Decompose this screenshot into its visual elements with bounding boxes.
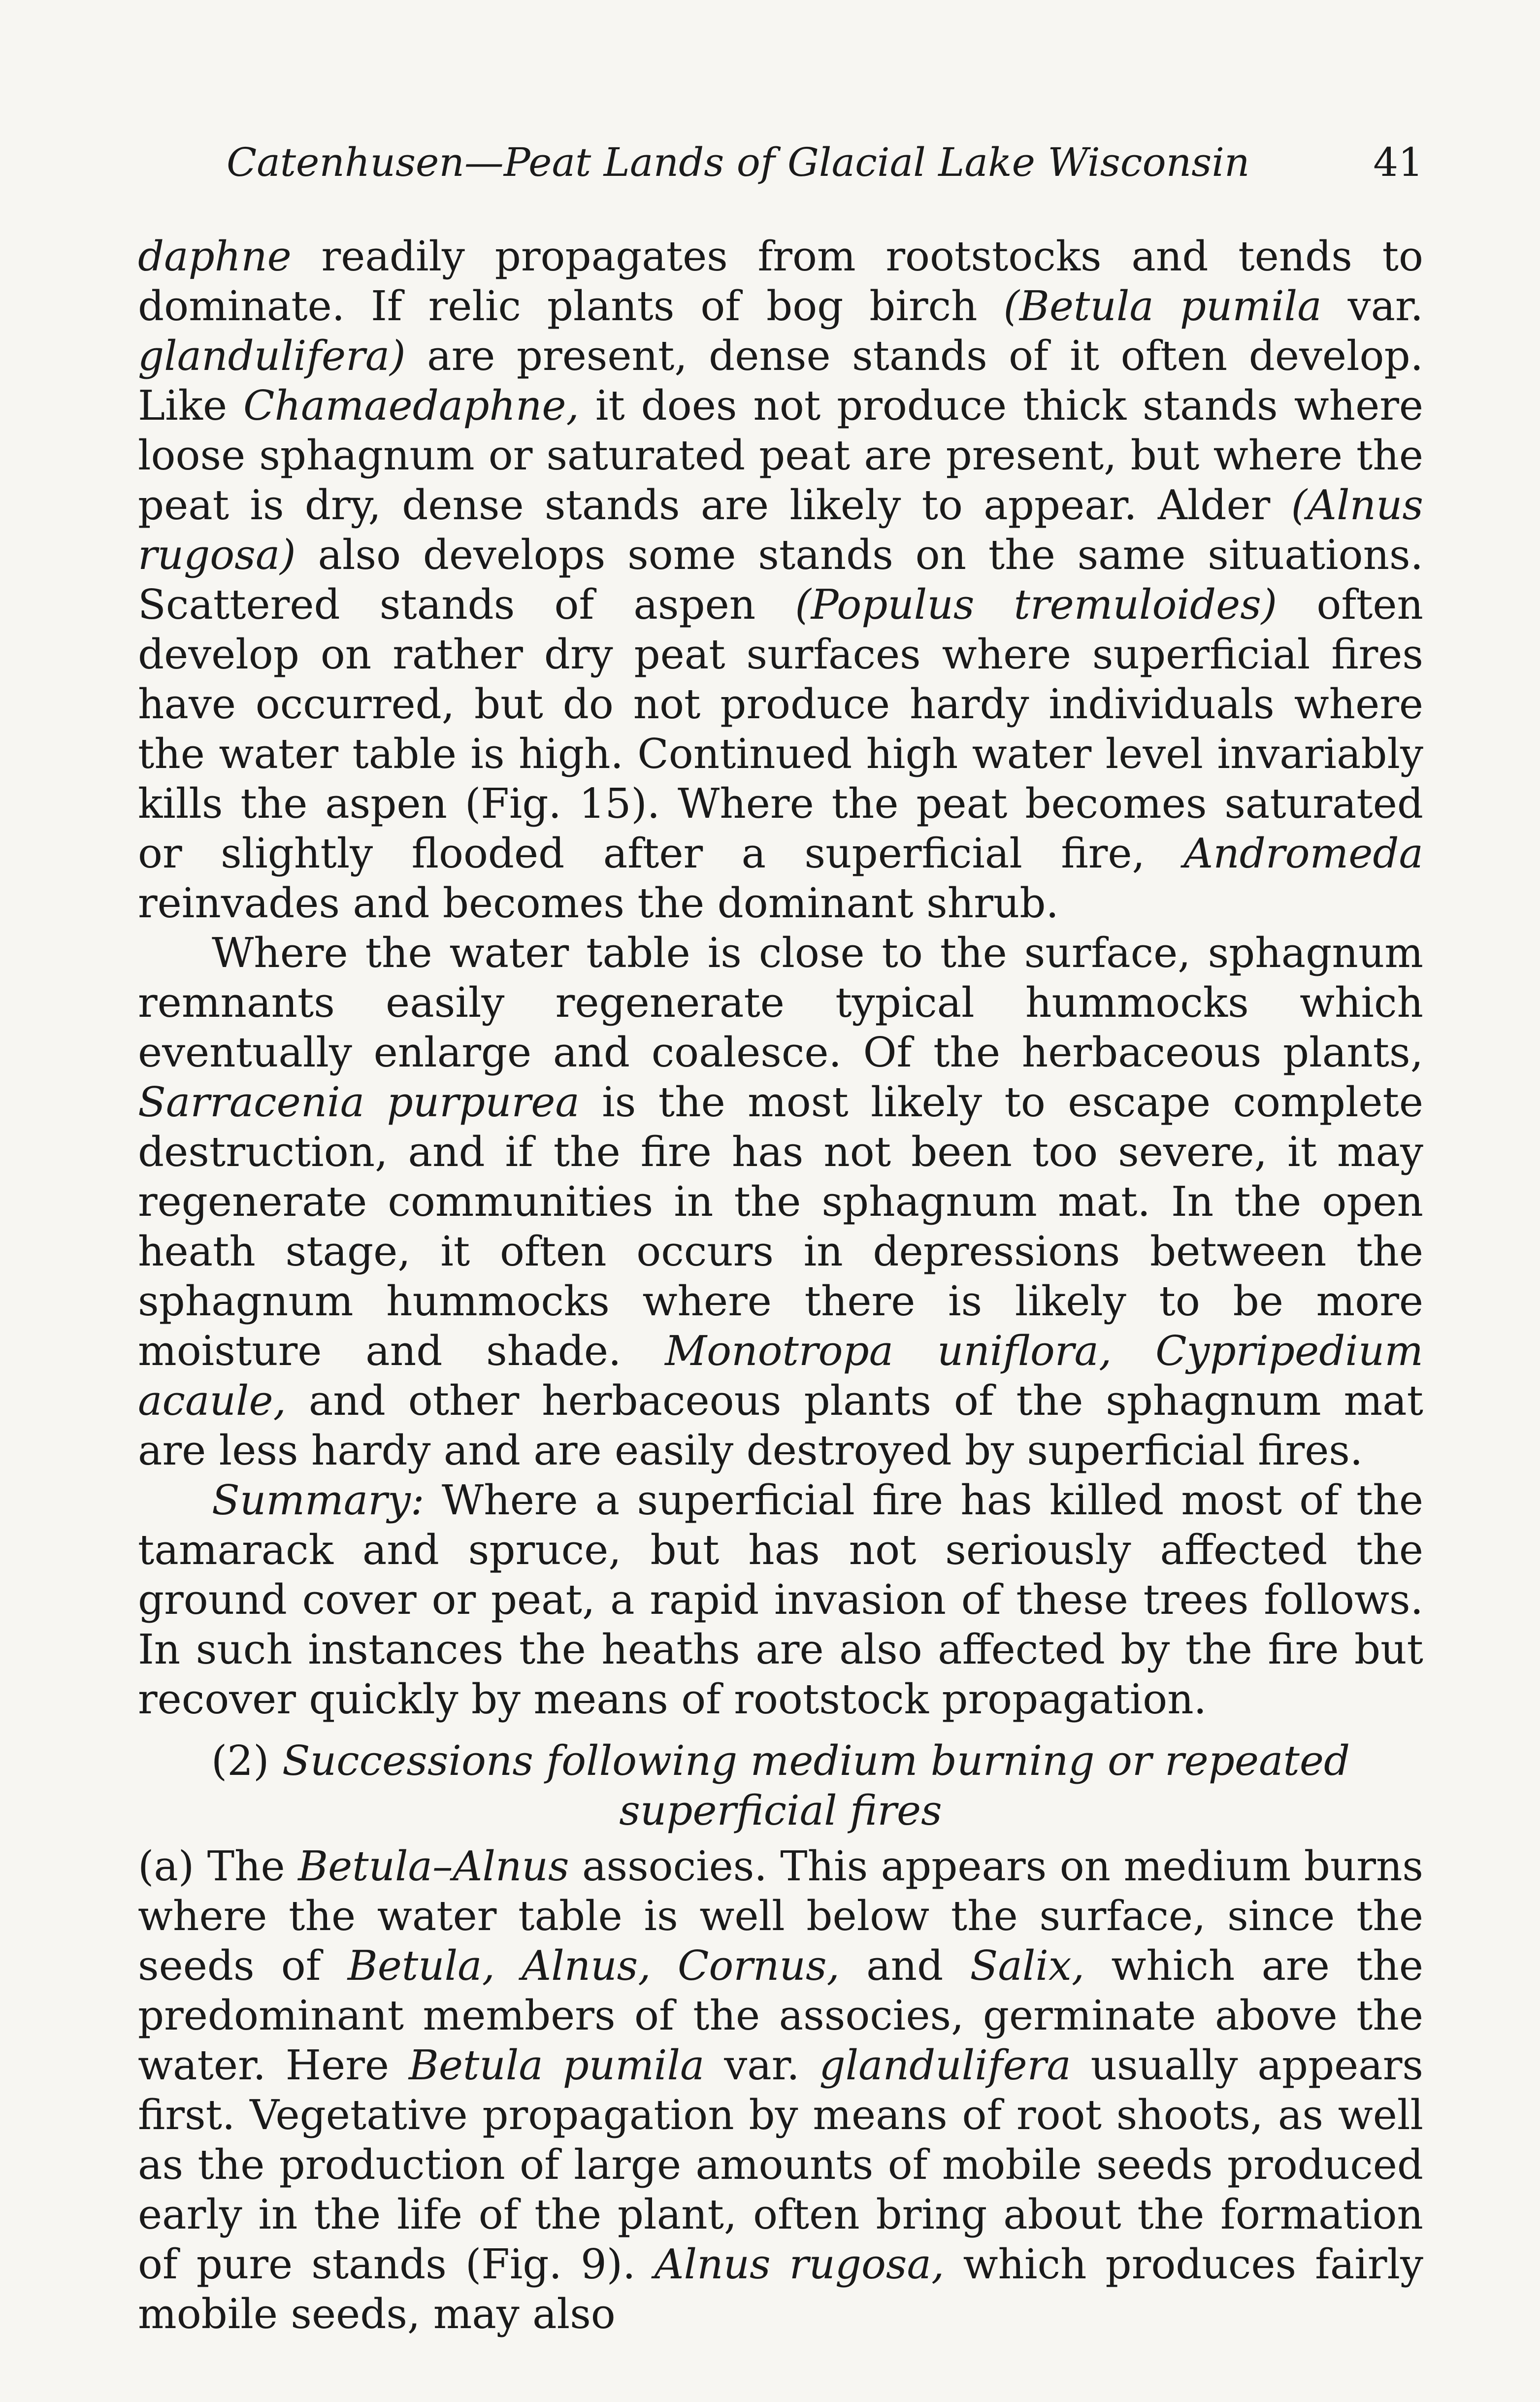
text-run: var. [704,2041,819,2089]
text-run: reinvades and becomes the dominant shrub. [138,879,1059,927]
text-run: Where the water table is close to the surface, sphagnum remnants easily regenerate typical hummocks which eventually enlarge and coalesce. Of the herbaceous plants, [138,929,1423,1076]
text-run: associes. This appears on medium burns where the water table is well below the surface, since the seeds of [138,1842,1424,1990]
taxon-name: glandulifera) [138,332,406,380]
section-title-continued: superficial fires [619,1787,942,1835]
paragraph-1 [138,232,1423,928]
taxon-name: Chamaedaphne, [243,382,579,430]
text-run: and other herbaceous plants of the sphagnum mat are less hardy and are easily destroyed by superficial fires. [138,1377,1423,1474]
text-run: is the most likely to escape complete destruction, and if the fire has not been too severe, it may regenerate communities in the sphagnum mat. In the open heath stage, it often occurs in depressions between the sphagnum hummocks where there is likely to be more moisture and shade. [138,1078,1423,1375]
taxon-name: (Populus tremuloides) [795,581,1278,629]
text-run: which produces fairly mobile seeds, may also [138,2240,1423,2338]
text-run: are present, dense stands of it often develop. Like [138,332,1423,430]
taxon-name: Andromeda [1183,830,1423,877]
text-run: it does not produce thick stands where loose sphagnum or saturated peat are present, but where the peat is dry, dense stands are likely to appear. Alder [138,382,1423,529]
taxon-name: (Alnus rugosa) [138,481,1423,579]
text-run: readily propagates from rootstocks and tends to dominate. If relic plants of bog birch [138,233,1423,330]
text-run: which are the predominant members of the associes, germinate above the water. Here [138,1942,1424,2089]
page-number: 41 [1373,139,1423,185]
section-heading-line-1 [138,1736,1423,1786]
body-text [138,232,1423,2339]
running-title: Catenhusen—Peat Lands of Glacial Lake Wisconsin [227,139,1250,185]
running-header [227,133,1423,192]
taxon-name: glandulifera [819,2041,1071,2089]
text-run: usually appears first. Vegetative propagation by means of root shoots, as well as the production of large amounts of mobile seeds produced early in the life of the plant, often bring about the formation of pure stands (Fig. 9). [138,2041,1423,2288]
text-run: Where a superficial fire has killed most of the tamarack and spruce, but has not seriously affected the ground cover or peat, a rapid invasion of these trees follows. In such instances the heaths are also affected by the fire but recover quickly by means of rootstock propagation. [138,1476,1423,1723]
text-run: (a) The [138,1842,298,1890]
taxon-name: daphne [138,233,292,280]
taxon-name: Monotropa uniflora, Cypripedium acaule, [138,1327,1424,1425]
section-heading [138,1736,1423,1835]
paragraph-summary [138,1475,1423,1724]
text-run: var. [1321,282,1423,330]
text-run: often develop on rather dry peat surfaces where superficial fires have occurred, but do not produce hardy individuals where the water table is high. Continued high water level invariably kills the aspen (Fig. 15). Where the peat becomes saturated or slightly flooded after a superficial fire, [138,581,1423,877]
section-title: Successions following medium burning or repeated [282,1737,1350,1785]
taxon-name: Betula pumila [408,2041,705,2089]
taxon-name: (Betula pumila [1003,282,1322,330]
text-run: also develops some stands on the same situations. Scattered stands of aspen [138,531,1423,629]
section-number: (2) [211,1737,282,1785]
taxon-name: Sarracenia purpurea [138,1078,580,1126]
summary-label: Summary: [212,1476,425,1524]
paragraph-2 [138,928,1423,1475]
text-run: and [839,1942,970,1990]
taxon-name: Betula, Alnus, Cornus, [347,1942,840,1990]
taxon-name: Betula–Alnus [298,1842,569,1890]
paragraph-4 [138,1841,1423,2339]
taxon-name: Salix, [970,1942,1085,1990]
taxon-name: Alnus rugosa, [654,2240,945,2288]
